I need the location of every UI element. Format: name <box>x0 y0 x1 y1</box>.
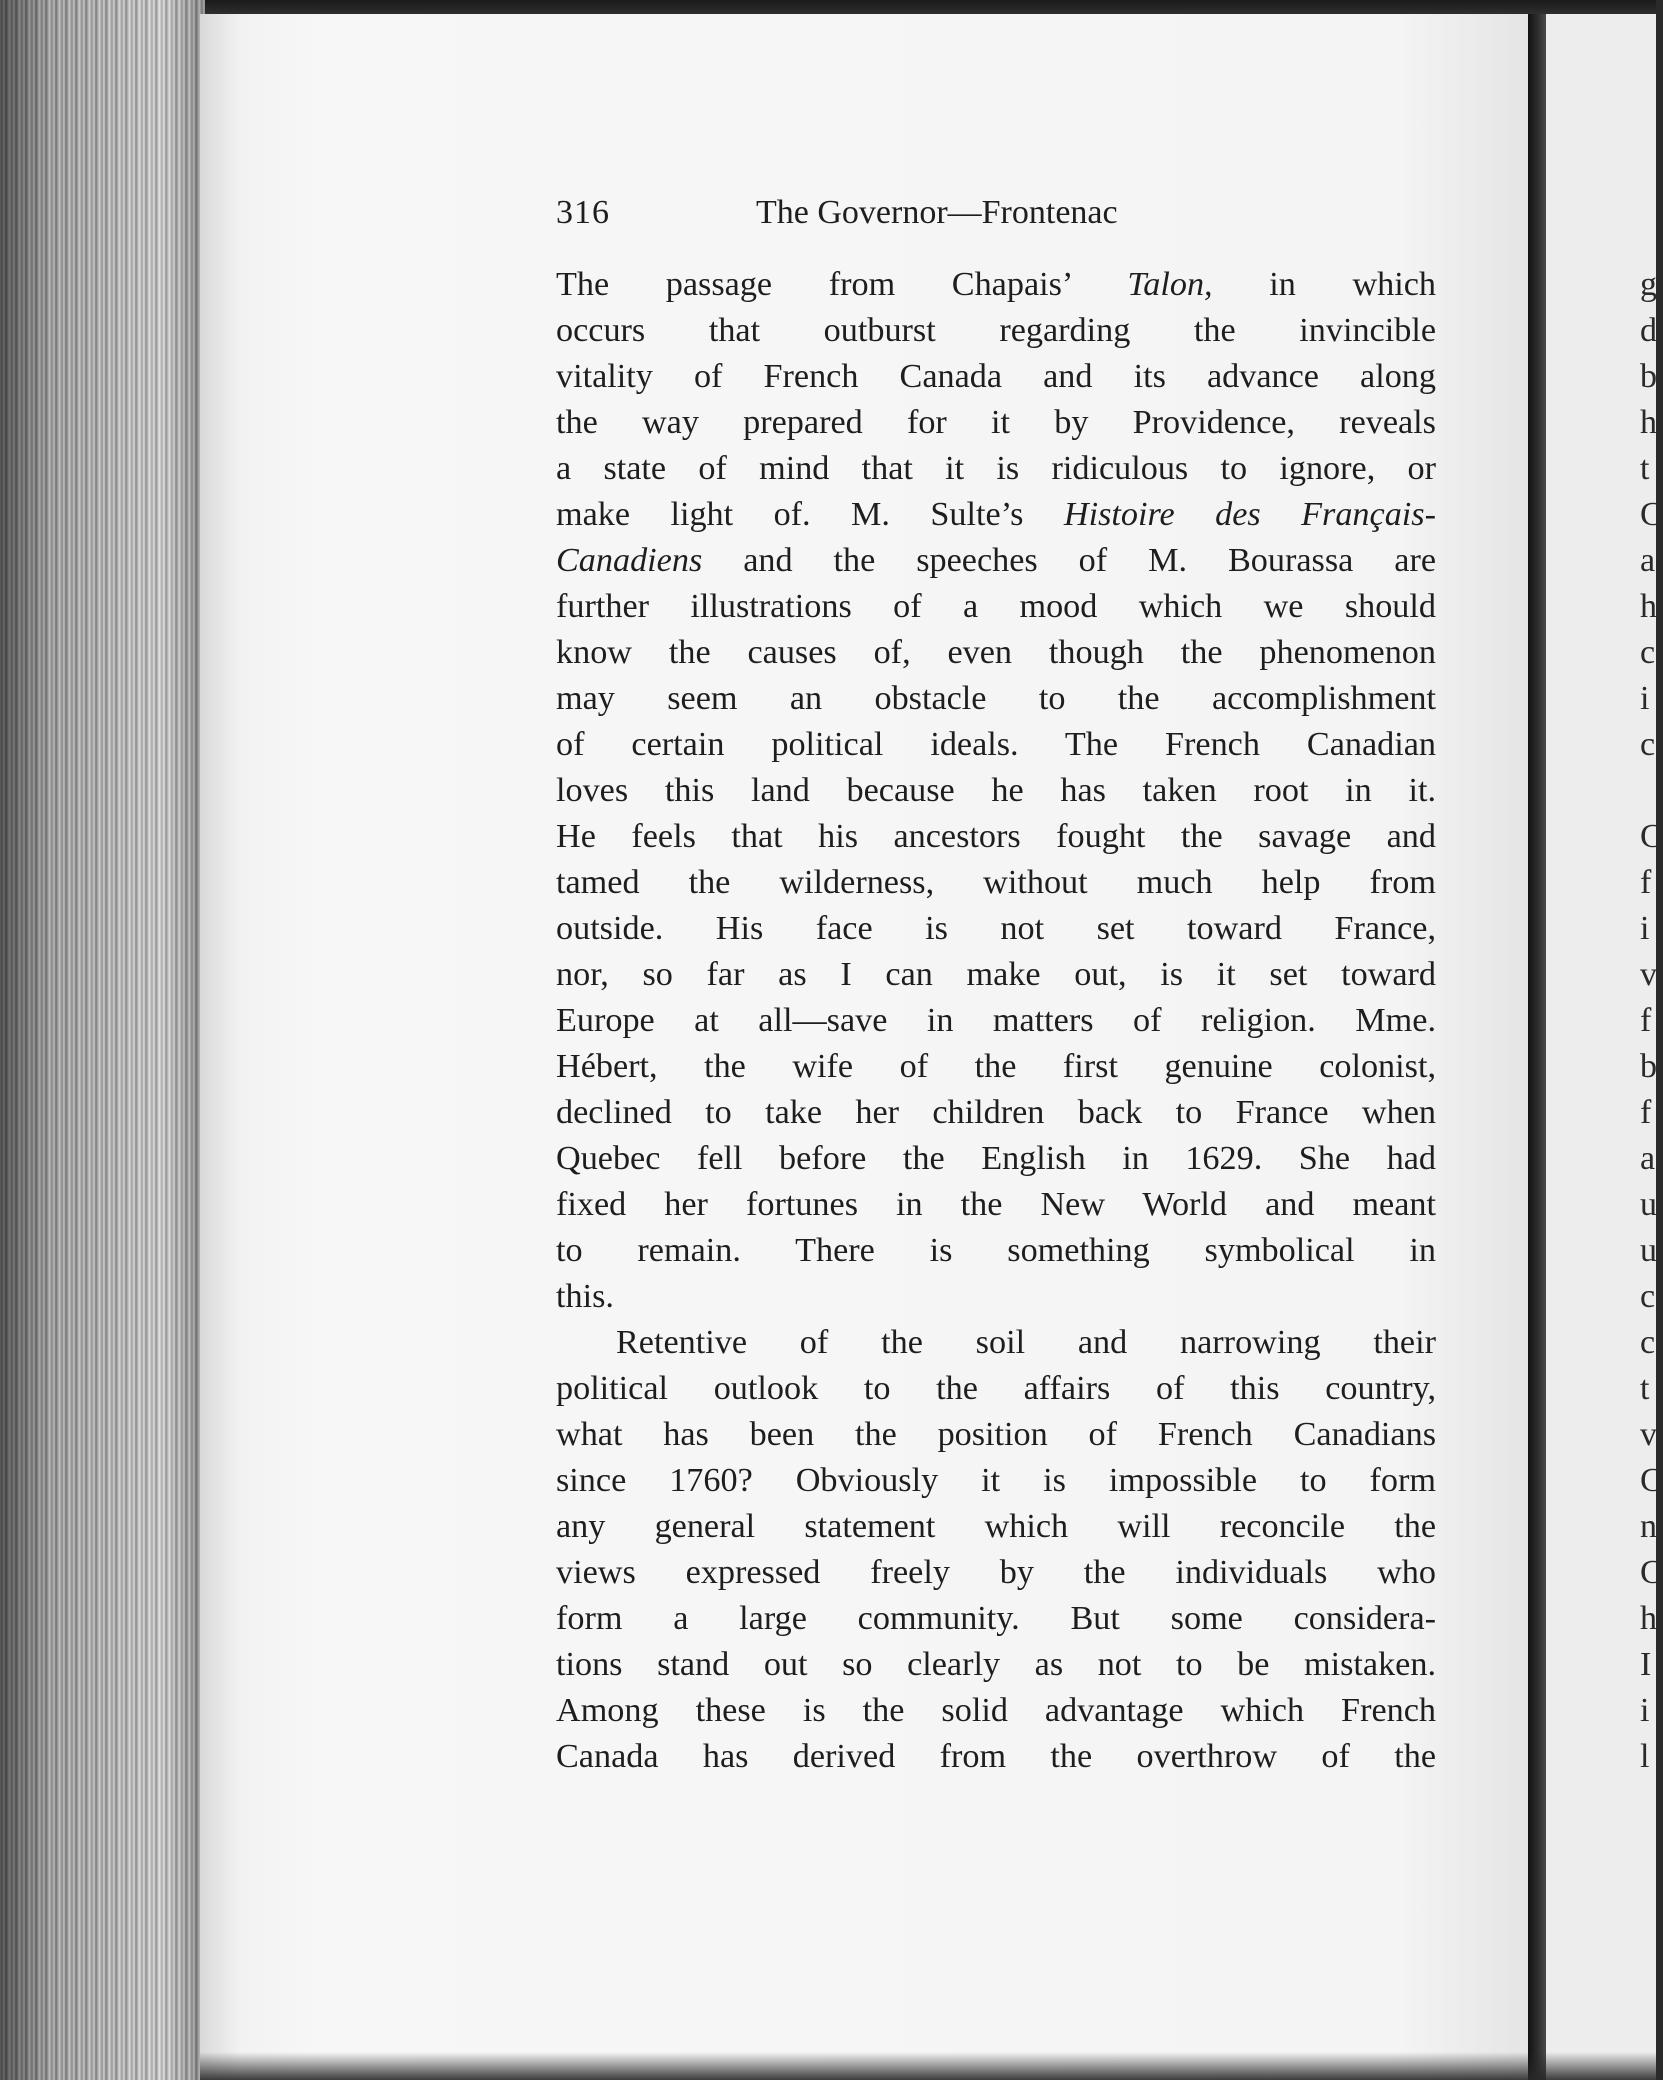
text-line: declined to take her children back to France when <box>556 1094 1436 1131</box>
text-line: of certain political ideals. The French Canadian <box>556 726 1436 763</box>
text-line: Retentive of the soil and narrowing their <box>616 1324 1436 1361</box>
facing-page-letter: C <box>1640 496 1663 533</box>
text-line: Canadiens and the speeches of M. Bourassa are <box>556 542 1436 579</box>
scan-bottom-shadow <box>200 2052 1656 2080</box>
book-gutter <box>1528 14 1546 2080</box>
book-page-edges <box>0 0 205 2080</box>
facing-page-letter: f <box>1640 864 1652 901</box>
text-line: nor, so far as I can make out, is it set toward <box>556 956 1436 993</box>
text-line: tamed the wilderness, without much help from <box>556 864 1436 901</box>
facing-page-letter: b <box>1640 1048 1657 1085</box>
text-line: vitality of French Canada and its advance along <box>556 358 1436 395</box>
text-line: know the causes of, even though the phenomenon <box>556 634 1436 671</box>
text-line: views expressed freely by the individuals who <box>556 1554 1436 1591</box>
facing-page-letter: u <box>1640 1186 1657 1223</box>
text-line: to remain. There is something symbolical in <box>556 1232 1436 1269</box>
facing-page-letter: h <box>1640 588 1657 625</box>
facing-page-letter: u <box>1640 1232 1657 1269</box>
facing-page-letter: C <box>1640 818 1663 855</box>
facing-page-letter: c <box>1640 1324 1656 1361</box>
text-line: any general statement which will reconcile the <box>556 1508 1436 1545</box>
text-line: political outlook to the affairs of this country, <box>556 1370 1436 1407</box>
text-line: outside. His face is not set toward France, <box>556 910 1436 947</box>
text-line: make light of. M. Sulte’s Histoire des Français- <box>556 496 1436 533</box>
facing-page-letter: t <box>1640 450 1650 487</box>
facing-page-letter: f <box>1640 1002 1652 1039</box>
facing-page-letter: d <box>1640 312 1657 349</box>
text-line: Europe at all—save in matters of religion. Mme. <box>556 1002 1436 1039</box>
facing-page-letter: t <box>1640 1370 1650 1407</box>
text-line: may seem an obstacle to the accomplishment <box>556 680 1436 717</box>
facing-page-letter: i <box>1640 910 1650 947</box>
running-head <box>556 188 1436 238</box>
facing-page-letter: v <box>1640 956 1657 993</box>
facing-page-letter: C <box>1640 1554 1663 1591</box>
facing-page-letter: C <box>1640 1462 1663 1499</box>
running-title: The Governor—Frontenac <box>756 194 1118 231</box>
text-line: occurs that outburst regarding the invincible <box>556 312 1436 349</box>
facing-page-text-fragments <box>1640 262 1663 1780</box>
text-line: form a large community. But some considera- <box>556 1600 1436 1637</box>
facing-page-letter: i <box>1640 1692 1650 1729</box>
facing-page-letter: c <box>1640 1278 1656 1315</box>
text-line: The passage from Chapais’ Talon, in which <box>556 266 1436 303</box>
facing-page-letter: a <box>1640 1140 1656 1177</box>
text-line: further illustrations of a mood which we should <box>556 588 1436 625</box>
text-line: the way prepared for it by Providence, reveals <box>556 404 1436 441</box>
text-line: this. <box>556 1278 614 1315</box>
text-line: fixed her fortunes in the New World and meant <box>556 1186 1436 1223</box>
text-line: Canada has derived from the overthrow of the <box>556 1738 1436 1775</box>
facing-page-letter: h <box>1640 404 1657 441</box>
text-line: Quebec fell before the English in 1629. She had <box>556 1140 1436 1177</box>
text-line: since 1760? Obviously it is impossible to form <box>556 1462 1436 1499</box>
facing-page-letter: b <box>1640 358 1657 395</box>
text-line: what has been the position of French Canadians <box>556 1416 1436 1453</box>
text-line: Among these is the solid advantage which French <box>556 1692 1436 1729</box>
facing-page-letter: n <box>1640 1508 1657 1545</box>
facing-page-letter: c <box>1640 634 1656 671</box>
text-line: He feels that his ancestors fought the savage and <box>556 818 1436 855</box>
text-line: loves this land because he has taken root in it. <box>556 772 1436 809</box>
facing-page-letter: v <box>1640 1416 1657 1453</box>
paragraph <box>556 262 1436 1320</box>
text-line: tions stand out so clearly as not to be mistaken. <box>556 1646 1436 1683</box>
text-line: a state of mind that it is ridiculous to ignore, or <box>556 450 1436 487</box>
facing-page-letter: f <box>1640 1094 1652 1131</box>
facing-page-letter: a <box>1640 542 1656 579</box>
facing-page-letter: h <box>1640 1600 1657 1637</box>
facing-page-letter: I <box>1640 1646 1652 1683</box>
facing-page-letter: c <box>1640 726 1656 763</box>
text-line: Hébert, the wife of the first genuine colonist, <box>556 1048 1436 1085</box>
facing-page-letter <box>1640 768 1656 814</box>
facing-page-letter: l <box>1640 1738 1650 1775</box>
body-text <box>556 262 1436 1780</box>
page-number: 316 <box>556 194 610 231</box>
facing-page-letter: g <box>1640 266 1657 303</box>
paragraph <box>556 1320 1436 1780</box>
facing-page-letter: i <box>1640 680 1650 717</box>
